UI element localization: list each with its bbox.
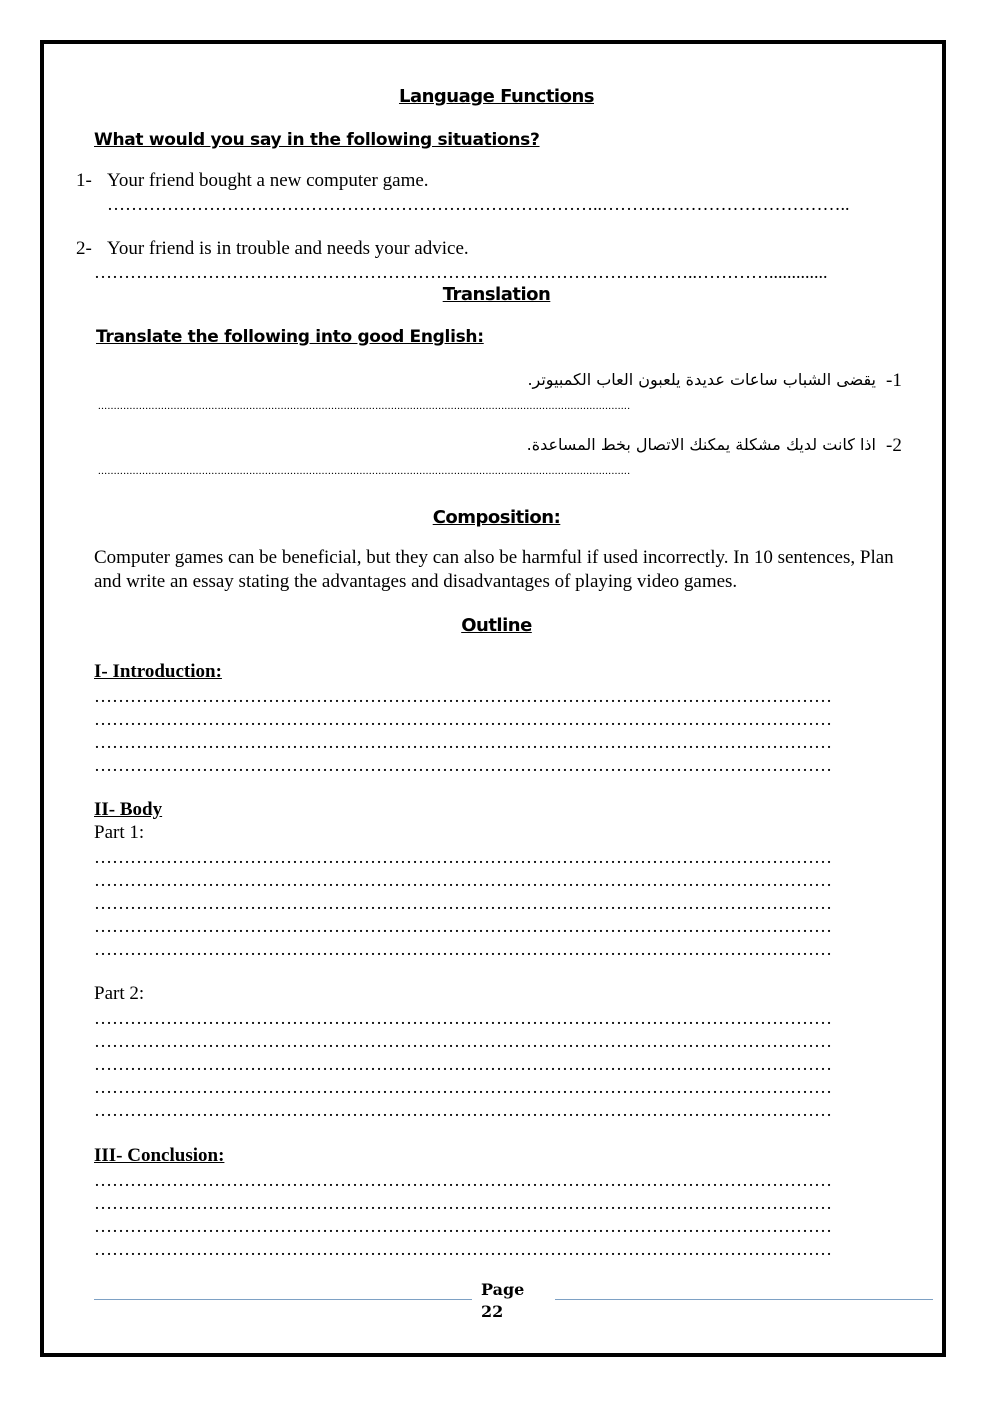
footer-rule-right — [555, 1299, 933, 1300]
question-text: Your friend bought a new computer game. — [107, 170, 429, 191]
outline-line[interactable]: …………………………………………………………………………………………………………… — [94, 939, 832, 959]
footer-page-label: Page — [481, 1280, 525, 1299]
question-number: 1- — [76, 170, 92, 191]
section-title-composition: Composition: — [432, 507, 561, 528]
section-title-language-functions: Language Functions — [398, 86, 594, 107]
translation-answer-line[interactable]: ......................................................................................................................................................................... — [98, 465, 631, 477]
outline-line[interactable]: …………………………………………………………………………………………………………… — [94, 1100, 832, 1120]
outline-line[interactable]: …………………………………………………………………………………………………………… — [94, 755, 832, 775]
section-title-translation: Translation — [442, 284, 551, 305]
section-title-outline: Outline — [461, 615, 532, 636]
composition-prompt: Computer games can be beneficial, but they can also be harmful if used incorrectly. In 10 sentences, Plan and write an essay stating the advantages and disadvantages of playing video games. — [94, 547, 894, 592]
answer-line[interactable]: ………………………………………………………………………………………..…………............. — [94, 262, 828, 282]
outline-line[interactable]: …………………………………………………………………………………………………………… — [94, 686, 832, 706]
part-2-label: Part 2: — [94, 983, 145, 1004]
translation-number: -2 — [886, 435, 902, 456]
arabic-sentence: اذا كانت لديك مشكلة يمكنك الاتصال بخط المساعدة. — [526, 435, 876, 454]
outline-line[interactable]: …………………………………………………………………………………………………………… — [94, 709, 832, 729]
outline-line[interactable]: …………………………………………………………………………………………………………… — [94, 1031, 832, 1051]
translation-number: -1 — [886, 370, 902, 391]
footer-rule-left — [94, 1299, 472, 1300]
outline-line[interactable]: …………………………………………………………………………………………………………… — [94, 1008, 832, 1028]
question-number: 2- — [76, 238, 92, 259]
question-text: Your friend is in trouble and needs your advice. — [107, 238, 469, 259]
outline-line[interactable]: …………………………………………………………………………………………………………… — [94, 732, 832, 752]
outline-line[interactable]: …………………………………………………………………………………………………………… — [94, 847, 832, 867]
outline-line[interactable]: …………………………………………………………………………………………………………… — [94, 1077, 832, 1097]
answer-line[interactable]: ………………………………………………………………………..……….………………………….. — [107, 194, 850, 214]
outline-line[interactable]: …………………………………………………………………………………………………………… — [94, 916, 832, 936]
outline-line[interactable]: …………………………………………………………………………………………………………… — [94, 893, 832, 913]
part-1-label: Part 1: — [94, 822, 145, 843]
introduction-label: I- Introduction: — [94, 661, 222, 682]
language-functions-question: What would you say in the following situations? — [94, 130, 540, 150]
outline-line[interactable]: …………………………………………………………………………………………………………… — [94, 1239, 832, 1259]
outline-line[interactable]: …………………………………………………………………………………………………………… — [94, 1193, 832, 1213]
translation-answer-line[interactable]: ......................................................................................................................................................................... — [98, 400, 631, 412]
arabic-sentence: يقضى الشباب ساعات عديدة يلعبون العاب الكمبيوتر. — [527, 370, 876, 389]
body-label: II- Body — [94, 799, 163, 820]
conclusion-label: III- Conclusion: — [94, 1145, 225, 1166]
outline-line[interactable]: …………………………………………………………………………………………………………… — [94, 1170, 832, 1190]
translation-instruction: Translate the following into good English: — [96, 327, 484, 347]
outline-line[interactable]: …………………………………………………………………………………………………………… — [94, 1054, 832, 1074]
outline-line[interactable]: …………………………………………………………………………………………………………… — [94, 870, 832, 890]
footer-page-number: 22 — [481, 1302, 504, 1321]
outline-line[interactable]: …………………………………………………………………………………………………………… — [94, 1216, 832, 1236]
